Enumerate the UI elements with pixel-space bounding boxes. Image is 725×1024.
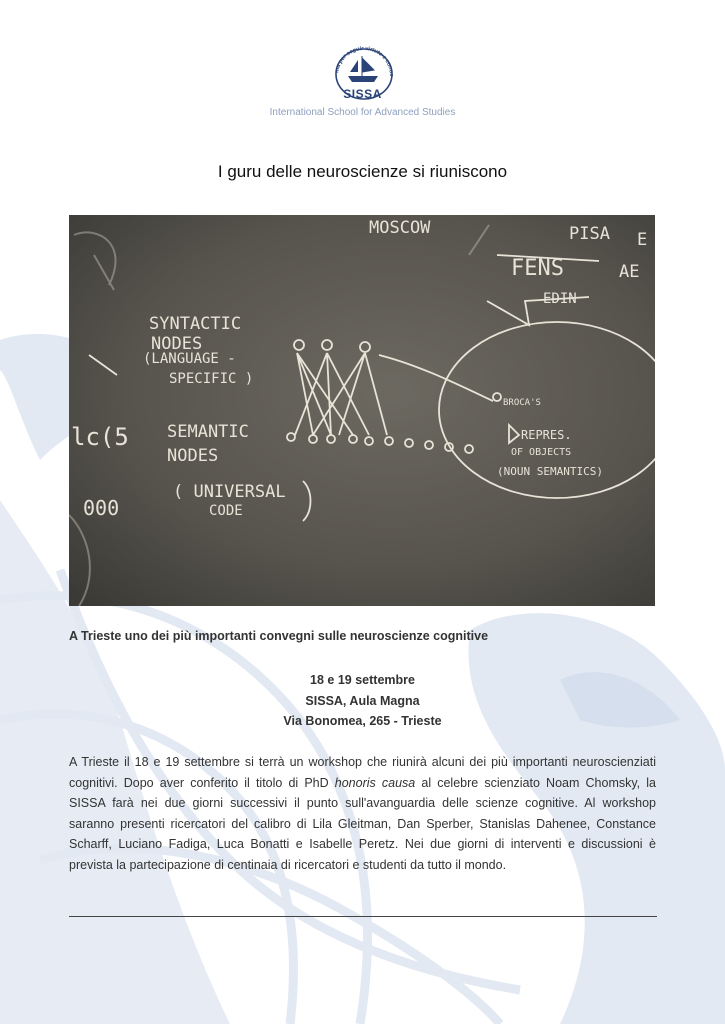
- chalk-e-top: E: [637, 230, 648, 250]
- page-title: I guru delle neuroscienze si riuniscono: [217, 162, 508, 181]
- chalk-moscow: MOSCOW: [369, 218, 431, 238]
- footer-divider: [69, 916, 657, 917]
- chalk-noun-semantics: (NOUN SEMANTICS): [497, 465, 603, 478]
- chalk-pisa: PISA: [569, 224, 610, 244]
- event-details: [0, 670, 725, 732]
- chalkboard-photo: [69, 215, 655, 606]
- chalk-nodes-1: NODES: [151, 334, 203, 354]
- chalk-specific: SPECIFIC ): [169, 371, 254, 387]
- event-address: Via Bonomea, 265 - Trieste: [283, 714, 442, 728]
- chalk-universal: ( UNIVERSAL: [173, 482, 286, 502]
- chalk-brocas: BROCA'S: [503, 398, 541, 408]
- subtitle: A Trieste uno dei più importanti convegni sulle neuroscienze cognitive: [69, 629, 489, 643]
- svg-text:ma per seguir virtute e conosc: [328, 40, 394, 77]
- institution-name: International School for Advanced Studies: [269, 107, 456, 118]
- chalk-nodes-2: NODES: [167, 446, 219, 466]
- chalk-language: (LANGUAGE -: [143, 351, 236, 367]
- chalk-semantic: SEMANTIC: [167, 422, 249, 442]
- chalk-of-objects: OF OBJECTS: [511, 447, 572, 458]
- chalk-left-s: lc(5: [71, 423, 129, 451]
- body-text-part-2: al celebre scienziato Noam Chomsky, la SISSA farà nei due giorni successivi il punto sull'avanguardia delle scienze cognitive. Al workshop saranno presenti ricercatori del calibro di Lila Gleitman, Dan Sperber, Stanislas Dahenee, Constance Scharff, Luciano Fadiga, Luca Bonatti e Isabelle Peretz. Nei due giorni di interventi e discussioni è prevista la partecipazione di centinaia di ricercatori e studenti da tutto il mondo.: [69, 775, 657, 872]
- chalk-ae: AE: [619, 262, 640, 282]
- event-venue: SISSA, Aula Magna: [305, 693, 420, 708]
- logo-word: SISSA: [343, 87, 382, 101]
- chalk-repres: REPRES.: [521, 428, 572, 442]
- body-text-part-1: A Trieste il 18 e 19 settembre si terrà un workshop che riunirà alcuni dei più importanti neuroscienziati cognitivi. Dopo aver conferito il titolo di PhD: [69, 755, 656, 790]
- chalk-edin: EDIN: [543, 291, 577, 307]
- body-text-italic: honoris causa: [334, 775, 416, 790]
- chalk-fens: FENS: [511, 256, 564, 281]
- body-paragraph: [69, 752, 656, 876]
- event-dates: 18 e 19 settembre: [310, 673, 415, 687]
- logo-ring-text: ma per seguir virtute e conos: [334, 45, 395, 77]
- chalk-syntactic: SYNTACTIC: [149, 314, 242, 334]
- chalk-left-000: 000: [83, 496, 120, 520]
- chalk-code: CODE: [209, 503, 243, 519]
